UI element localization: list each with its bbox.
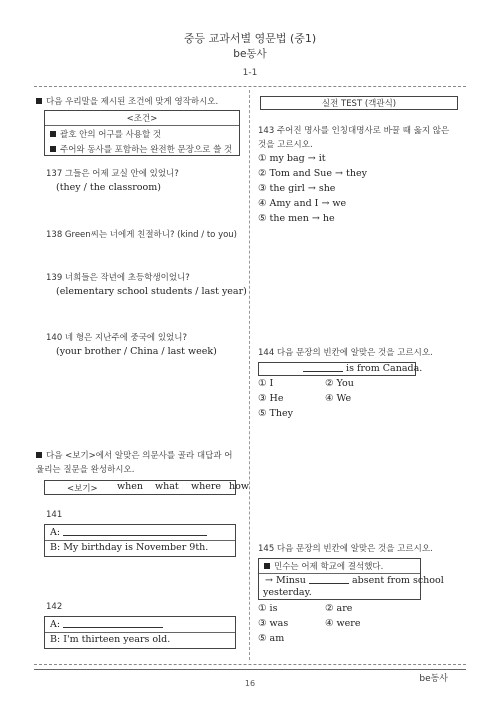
question-144: 144 다음 문장의 빈칸에 알맞은 것을 고르시오. (258, 348, 433, 358)
answer-blank[interactable] (309, 583, 349, 584)
column-divider (249, 90, 250, 660)
answer-blank[interactable] (63, 627, 163, 628)
dialogue-box-142 (44, 616, 236, 649)
word-option: when (117, 481, 143, 492)
question-139: 139 너희들은 작년에 초등학생이었니? (46, 273, 190, 283)
choice-143-3[interactable]: ③ the girl → she (258, 183, 336, 194)
dialogue-box-141 (44, 524, 236, 557)
sentence-box-145 (258, 558, 444, 600)
footer-line (34, 669, 466, 670)
question-138: 138 Green씨는 너에게 친절하니? (kind / to you) (46, 230, 238, 240)
answer-blank[interactable] (63, 535, 207, 536)
question-145: 145 다음 문장의 빈칸에 알맞은 것을 고르시오. (258, 544, 433, 554)
bullet-square-icon (36, 452, 42, 458)
bottom-divider (34, 664, 466, 665)
hint-140: (your brother / China / last week) (56, 346, 217, 357)
bullet-square-icon (50, 146, 56, 152)
footer-label: be동사 (419, 674, 448, 684)
bullet-square-icon (36, 98, 42, 104)
dialogue-b: B: I'm thirteen years old. (50, 634, 171, 645)
bullet-square-icon (264, 563, 270, 569)
choice-144-1[interactable]: ① I (258, 378, 274, 389)
choice-144-3[interactable]: ③ He (258, 393, 284, 404)
document-subtitle: be동사 (233, 48, 267, 60)
conditions-title: <조건> (126, 114, 158, 124)
sentence-144: is from Canada. (303, 363, 422, 374)
hint-137: (they / the classroom) (56, 182, 161, 193)
word-option: where (191, 481, 222, 492)
sentence-box-144 (258, 362, 423, 376)
instruction-2: 다음 <보기>에서 알맞은 의문사를 골라 대답과 어 (36, 449, 232, 461)
condition-item: 주어와 동사를 포함하는 완전한 문장으로 쓸 것 (45, 143, 239, 155)
choice-145-1[interactable]: ① is (258, 603, 278, 614)
question-142-number: 142 (46, 602, 63, 612)
question-143-cont: 것을 고르시오. (258, 140, 313, 150)
korean-sentence-145: 민수는 어제 학교에 결석했다. (264, 560, 383, 572)
choice-143-5[interactable]: ⑤ the men → he (258, 213, 335, 224)
choice-143-1[interactable]: ① my bag → it (258, 153, 326, 164)
hint-139: (elementary school students / last year) (56, 286, 247, 297)
choice-145-3[interactable]: ③ was (258, 618, 289, 629)
choice-144-4[interactable]: ④ We (325, 393, 352, 404)
dialogue-a: A: (50, 527, 207, 538)
condition-item: 괄호 안의 어구를 사용할 것 (45, 128, 239, 140)
dialogue-a: A: (50, 619, 163, 630)
choice-143-4[interactable]: ④ Amy and I → we (258, 198, 347, 209)
choice-144-5[interactable]: ⑤ They (258, 408, 293, 419)
dialogue-b: B: My birthday is November 9th. (50, 542, 209, 553)
bullet-square-icon (50, 131, 56, 137)
english-sentence-145-cont: yesterday. (263, 587, 312, 598)
choice-144-2[interactable]: ② You (325, 378, 354, 389)
word-option: what (155, 481, 179, 492)
page-number: 16 (244, 679, 256, 688)
page-label: 1-1 (242, 68, 258, 78)
question-141-number: 141 (46, 510, 63, 520)
choice-145-5[interactable]: ⑤ am (258, 633, 285, 644)
choice-145-4[interactable]: ④ were (325, 618, 361, 629)
top-divider (34, 86, 466, 87)
section-title: 실전 TEST (객관식) (321, 99, 397, 109)
question-143: 143 주어진 명사를 인칭대명사로 바꿀 때 옳지 않은 (258, 126, 450, 136)
choice-143-2[interactable]: ② Tom and Sue → they (258, 168, 367, 179)
word-option: how (229, 481, 249, 492)
conditions-box (44, 110, 240, 156)
question-137: 137 그들은 어제 교실 안에 있었니? (46, 169, 179, 179)
word-box (44, 480, 249, 495)
instruction-1: 다음 우리말을 제시된 조건에 맞게 영작하시오. (36, 95, 218, 107)
answer-blank[interactable] (303, 371, 343, 372)
section-header-box (260, 96, 458, 110)
english-sentence-145: → Minsu absent from school (265, 575, 444, 586)
choice-145-2[interactable]: ② are (325, 603, 353, 614)
question-140: 140 네 형은 지난주에 중국에 있었니? (46, 333, 187, 343)
document-title: 중등 교과서별 영문법 (중1) (183, 32, 317, 45)
instruction-2-cont: 울리는 질문을 완성하시오. (36, 465, 135, 475)
word-box-label: <보기> (67, 484, 98, 494)
